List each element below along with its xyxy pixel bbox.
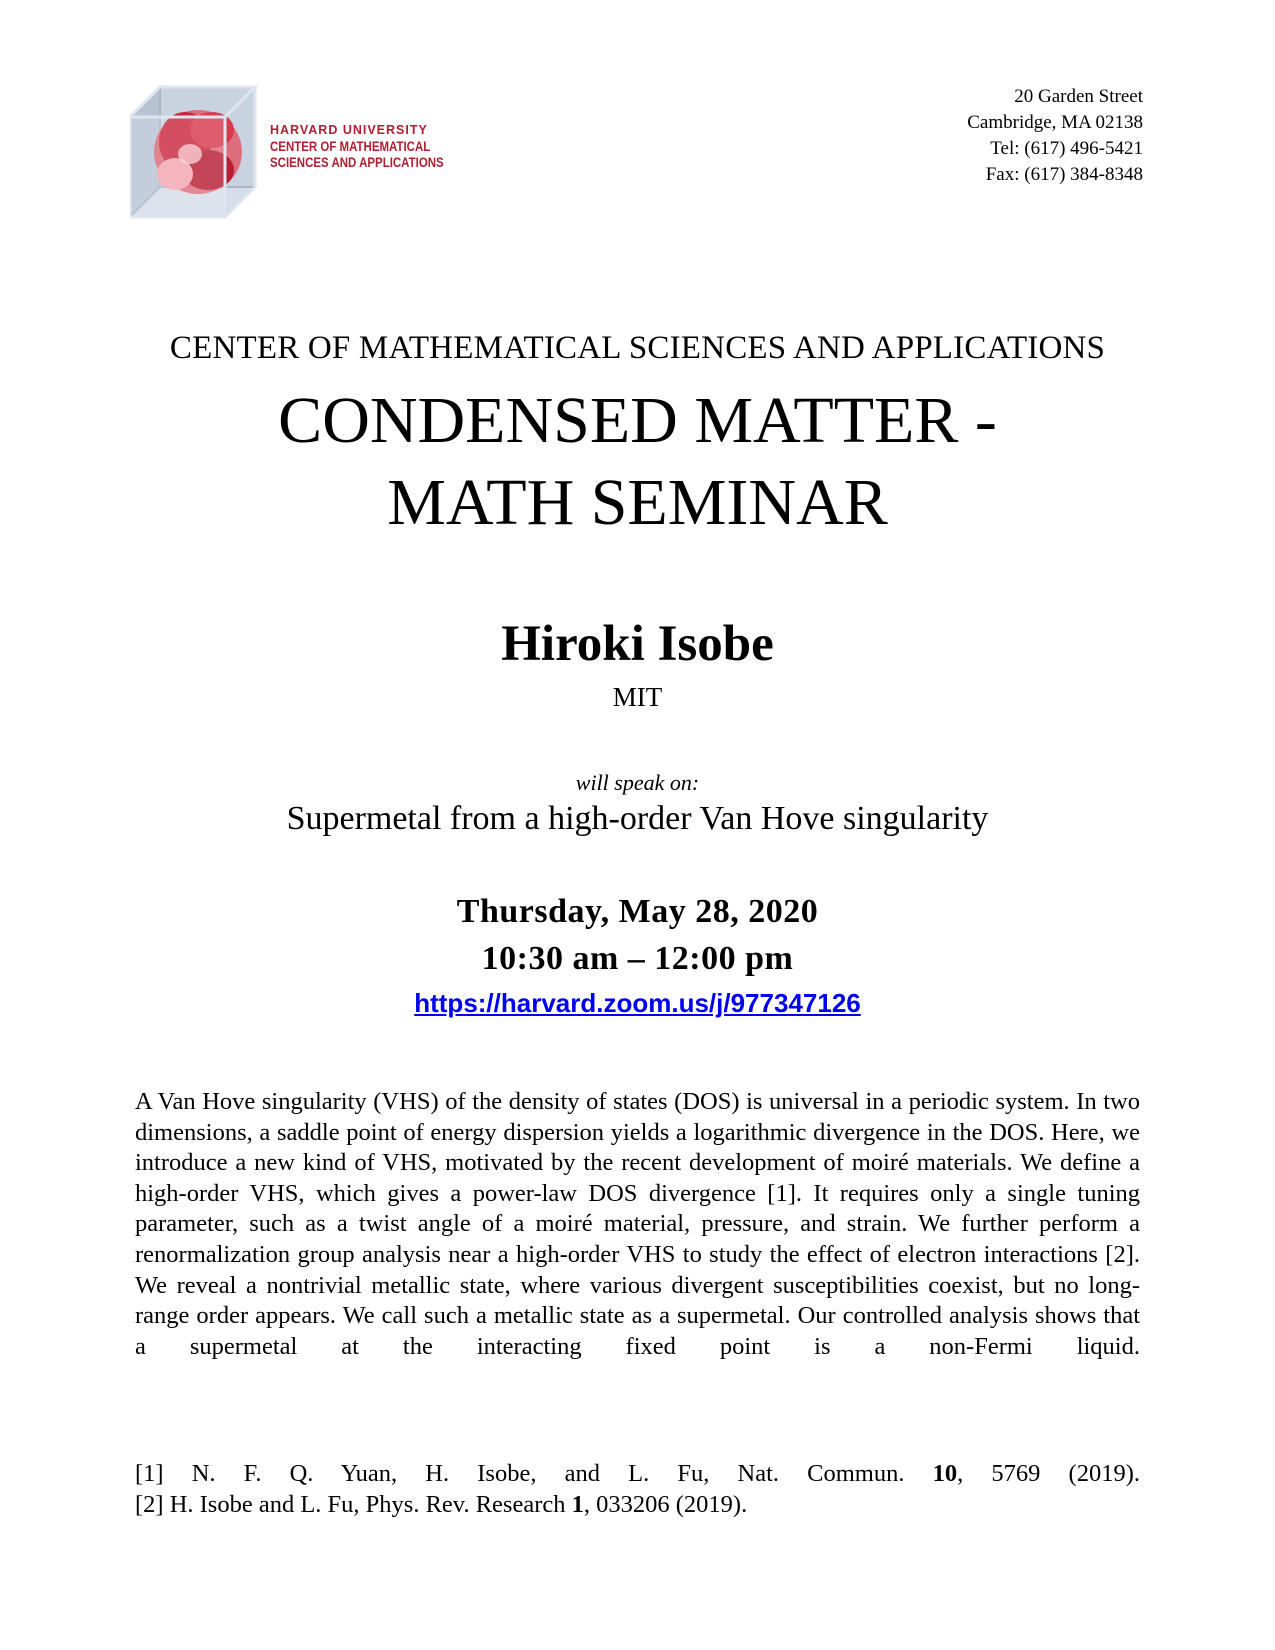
talk-date: Thursday, May 28, 2020: [456, 893, 819, 930]
address-tel: Tel: (617) 496-5421: [990, 138, 1143, 159]
address-fax: Fax: (617) 384-8348: [985, 164, 1143, 185]
logo-university: HARVARD UNIVERSITY: [270, 123, 428, 137]
reference-1-text: [1] N. F. Q. Yuan, H. Isobe, and L. Fu, Nat. Commun.: [135, 1460, 933, 1487]
address-city: Cambridge, MA 02138: [967, 112, 1143, 133]
address-block: [967, 84, 1143, 188]
reference-1: [135, 1459, 1140, 1490]
talk-title: Supermetal from a high-order Van Hove singularity: [286, 800, 989, 837]
cube-logo-icon: [130, 82, 265, 222]
logo-center: CENTER OF MATHEMATICAL: [270, 138, 431, 154]
logo-sciences: SCIENCES AND APPLICATIONS: [270, 154, 444, 170]
seminar-title-line2: MATH SEMINAR: [387, 466, 888, 539]
reference-1-volume: 10: [932, 1460, 958, 1487]
center-name: CENTER OF MATHEMATICAL SCIENCES AND APPLICATIONS: [169, 330, 1106, 366]
references: [135, 1459, 1140, 1520]
reference-2-volume: 1: [571, 1490, 584, 1518]
seminar-title-line1: CONDENSED MATTER -: [278, 384, 997, 457]
seminar-title: [0, 380, 1275, 544]
speaker-affiliation: MIT: [612, 682, 663, 712]
cmsa-logo: [130, 82, 460, 222]
reference-2: [135, 1490, 1140, 1521]
reference-2-pages: , 033206 (2019).: [583, 1490, 748, 1518]
reference-1-pages: , 5769 (2019).: [957, 1460, 1140, 1487]
speaker-name: Hiroki Isobe: [501, 616, 774, 672]
address-street: 20 Garden Street: [1014, 86, 1143, 107]
zoom-link[interactable]: https://harvard.zoom.us/j/977347126: [414, 988, 861, 1018]
talk-intro: will speak on:: [575, 770, 700, 795]
reference-2-text: [2] H. Isobe and L. Fu, Phys. Rev. Research: [135, 1490, 572, 1518]
abstract-text: A Van Hove singularity (VHS) of the density of states (DOS) is universal in a periodic system. In two dimensions, a saddle point of energy dispersion yields a logarithmic divergence in the DOS. Here, we introduce a new kind of VHS, motivated by the recent development of moiré materials. We define a high-order VHS, which gives a power-law DOS divergence [1]. It requires only a single tuning parameter, such as a twist angle of a moiré material, pressure, and strain. We further perform a renormalization group analysis near a high-order VHS to study the effect of electron interactions [2]. We reveal a nontrivial metallic state, where various divergent susceptibilities coexist, but no long-range order appears. We call such a metallic state as a supermetal. Our controlled analysis shows that a supermetal at the interacting fixed point is a non-Fermi liquid.: [135, 1088, 1140, 1360]
logo-text: [270, 122, 482, 170]
talk-time: 10:30 am – 12:00 pm: [481, 940, 794, 977]
